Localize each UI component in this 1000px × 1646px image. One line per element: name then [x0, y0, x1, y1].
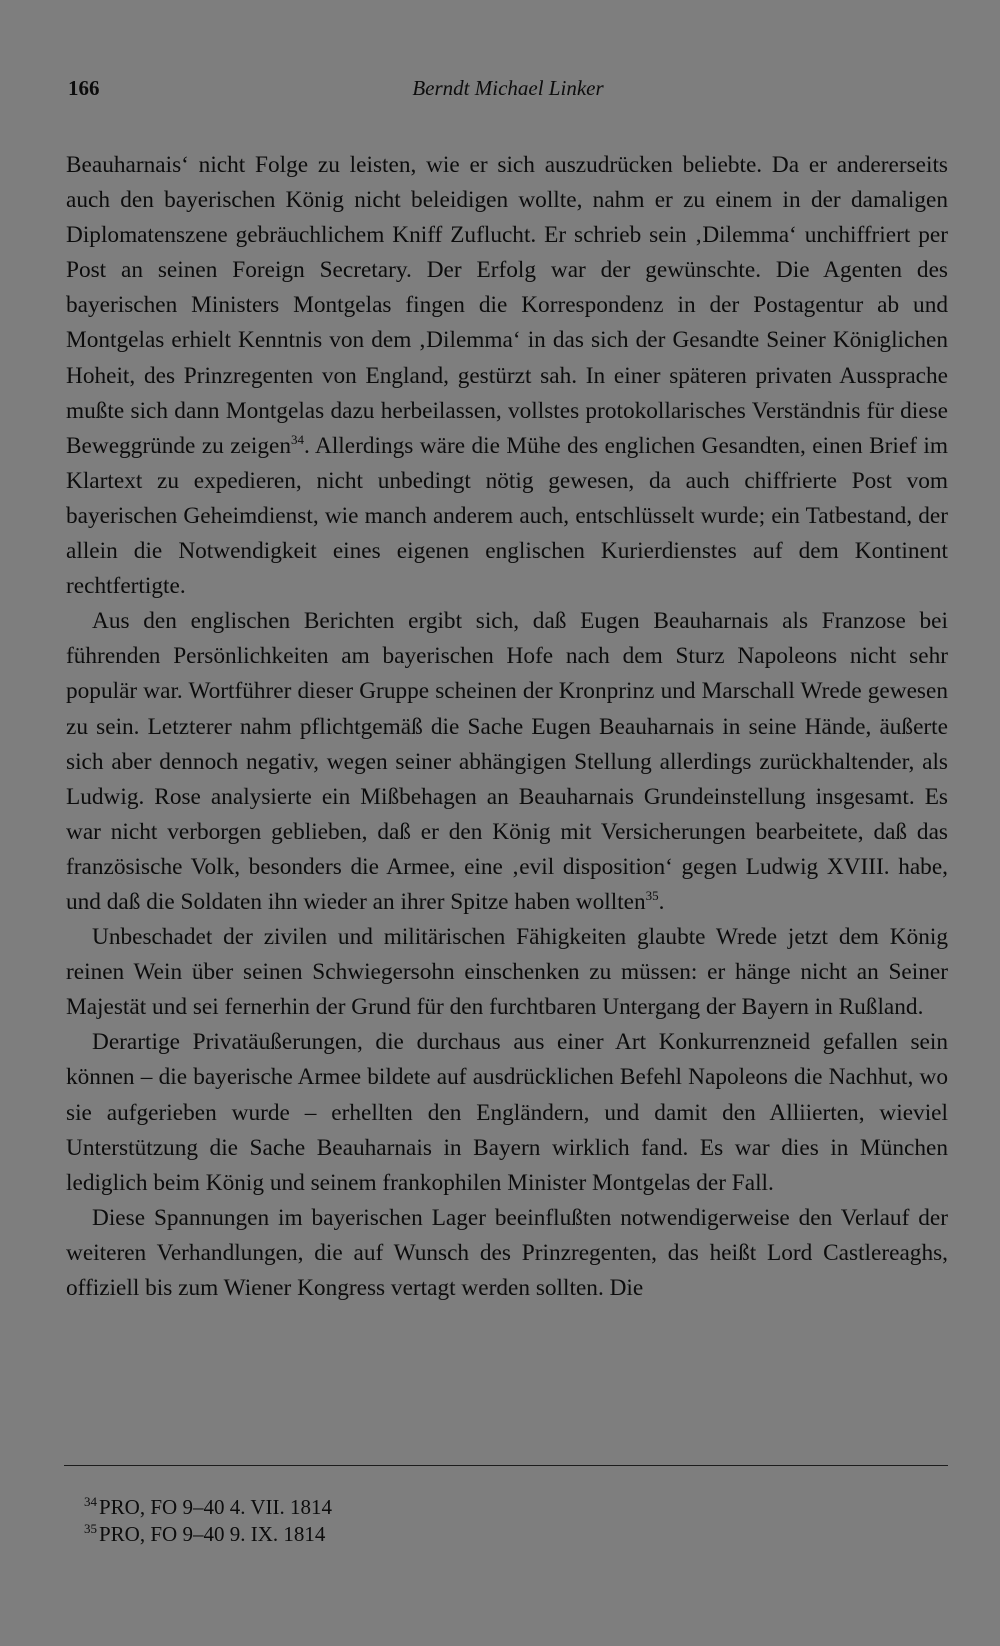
paragraph-text: . Allerdings wäre die Mühe des englichen Gesandten, einen Brief im Klartext zu expedieren, nicht unbedingt nötig gewesen, da auch chiffrierte Post vom bayerischen Geheimdienst, wie manch anderem auch, entschlüsselt wurde; ein Tatbestand, der allein die Notwendigkeit eines eigenen englischen Kurierdienstes auf dem Kontinent rechtfertigte. — [66, 432, 949, 600]
paragraph-text: Aus den englischen Berichten ergibt sich, daß Eugen Beauharnais als Franzose bei führenden Persönlichkeiten am bayerischen Hofe nach dem Sturz Napoleons nicht sehr populär war. Wortführer dieser Gruppe scheinen der Kronprinz und Marschall Wrede gewesen zu sein. Letzterer nahm pflichtgemäß die Sache Eugen Beauharnais in seine Hände, äußerte sich aber dennoch negativ, wegen seiner abhängigen Stellung allerdings zurückhaltender, als Ludwig. Rose analysierte ein Mißbehagen an Beauharnais Grundeinstellung insgesamt. Es war nicht verborgen geblieben, daß er den König mit Versicherungen bearbeitete, daß das französische Volk, besonders die Armee, eine ‚evil disposition‘ gegen Ludwig XVIII. habe, und daß die Soldaten ihn wieder an ihrer Spitze haben wollten — [66, 608, 948, 915]
footnote-text: PRO, FO 9–40 4. VII. 1814 — [99, 1495, 332, 1519]
page-number: 166 — [68, 76, 100, 100]
footnote-number: 35 — [84, 1521, 97, 1536]
paragraph-text: Diese Spannungen im bayerischen Lager beeinflußten notwendigerweise den Verlauf der weiteren Verhandlungen, die auf Wunsch des Prinzregenten, das heißt Lord Castlereaghs, offiziell bis zum Wiener Kongress vertagt werden sollten. Die — [66, 1204, 948, 1301]
paragraph — [66, 148, 948, 604]
footnote-divider — [64, 1465, 948, 1466]
body-text — [66, 148, 948, 1306]
footnotes — [84, 1494, 684, 1548]
paragraph — [66, 920, 948, 1025]
footnote-reference: 35 — [645, 888, 659, 904]
footnote — [84, 1494, 684, 1521]
paragraph-text: Beauharnais‘ nicht Folge zu leisten, wie er sich auszudrücken beliebte. Da er andererseits auch den bayerischen König nicht beleidigen wollte, nahm er zu einem in der damaligen Diplomatenszene gebräuchlichem Kniff Zuflucht. Er schrieb sein ‚Dilemma‘ unchiffriert per Post an seinen Foreign Secretary. Der Erfolg war der gewünschte. Die Agenten des bayerischen Ministers Montgelas fingen die Korrespondenz in der Postagentur ab und Montgelas erhielt Kenntnis von dem ‚Dilemma‘ in das sich der Gesandte Seiner Königlichen Hoheit, des Prinzregenten von England, gestürzt sah. In einer späteren privaten Aussprache mußte sich dann Montgelas dazu herbeilassen, vollstes protokollarisches Verständnis für diese Beweggründe zu zeigen — [66, 152, 948, 459]
paragraph — [66, 1201, 948, 1306]
paragraph-text: Derartige Privatäußerungen, die durchaus aus einer Art Konkurrenzneid gefallen sein können – die bayerische Armee bildete auf ausdrücklichen Befehl Napoleons die Nachhut, wo sie aufgerieben wurde – erhellten den Engländern, und damit den Alliierten, wieviel Unterstützung die Sache Beauharnais in Bayern wirklich fand. Es war dies in München lediglich beim König und seinem frankophilen Minister Montgelas der Fall. — [66, 1029, 948, 1196]
paragraph — [66, 604, 948, 920]
footnote-reference: 34 — [291, 431, 305, 447]
paragraph-text: Unbeschadet der zivilen und militärischen Fähigkeiten glaubte Wrede jetzt dem König reinen Wein über seinen Schwiegersohn einschenken zu müssen: er hänge nicht an Seiner Majestät und sei fernerhin der Grund für den furchtbaren Untergang der Bayern in Rußland. — [66, 924, 948, 1021]
footnote — [84, 1521, 684, 1548]
paragraph — [66, 1025, 948, 1200]
running-head — [68, 76, 948, 106]
running-title: Berndt Michael Linker — [412, 76, 604, 100]
footnote-text: PRO, FO 9–40 9. IX. 1814 — [99, 1522, 326, 1546]
footnote-number: 34 — [84, 1494, 97, 1509]
paragraph-text: . — [658, 888, 665, 915]
